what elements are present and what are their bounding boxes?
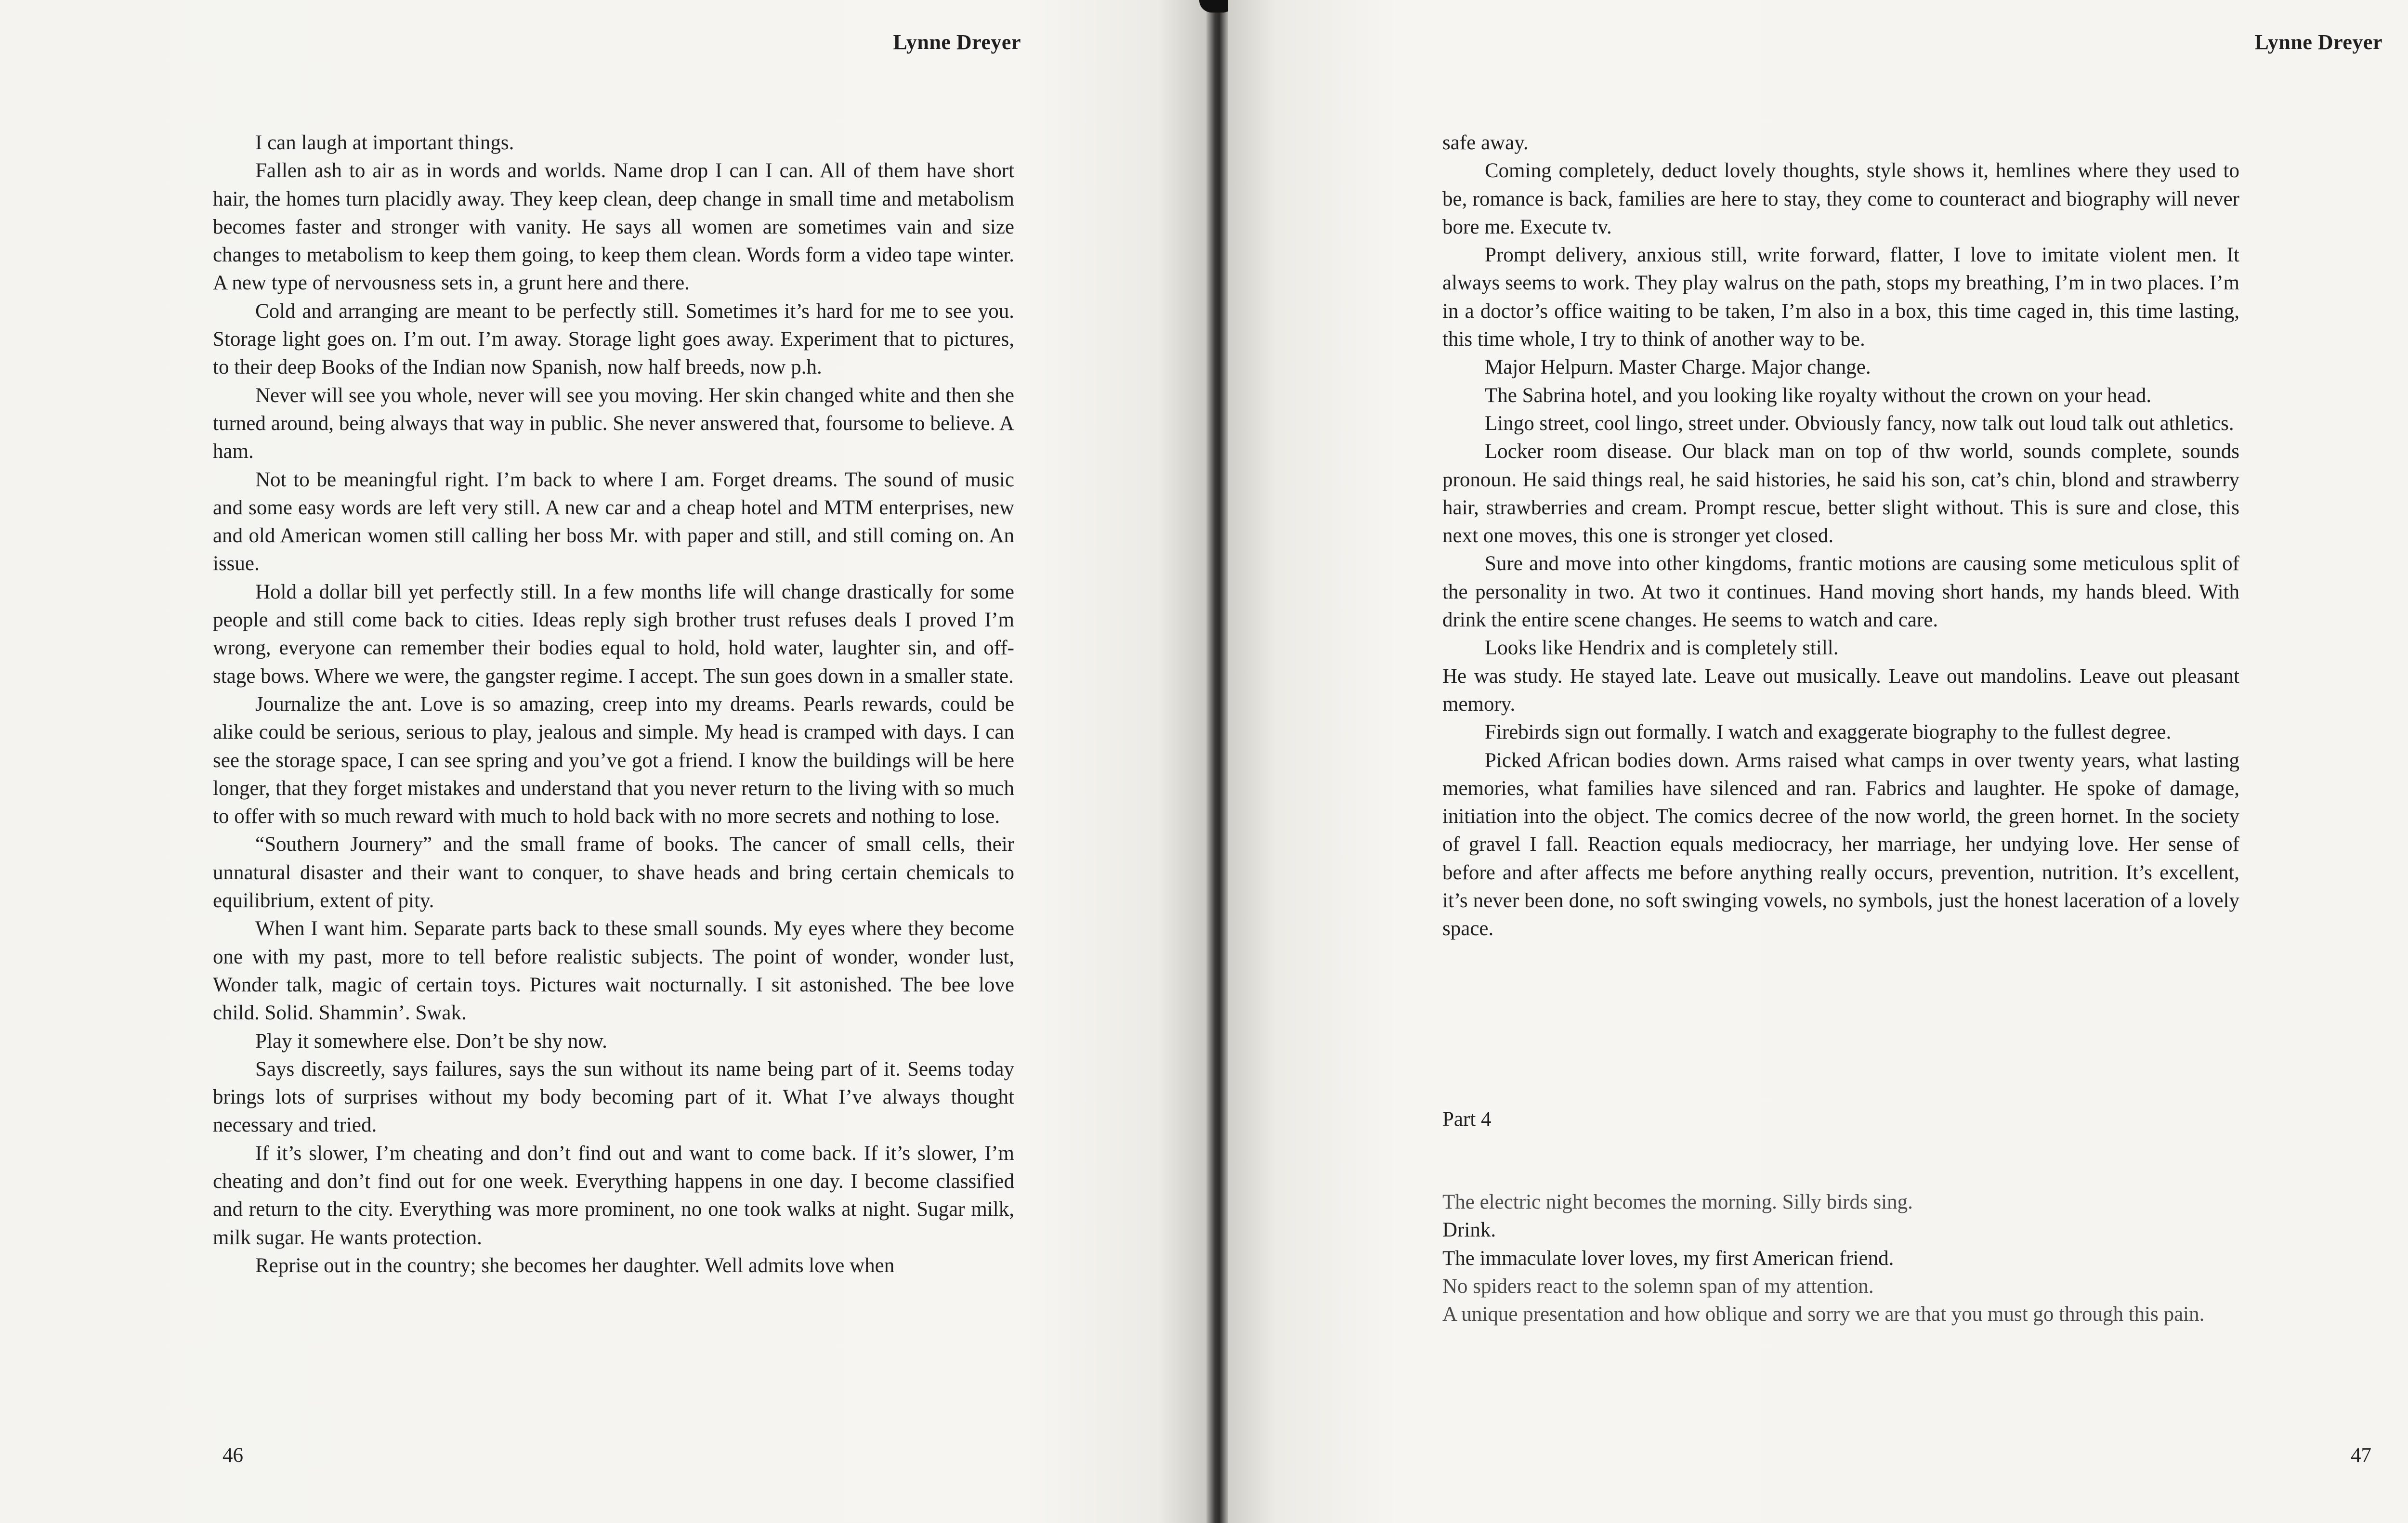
paragraph: Play it somewhere else. Don’t be shy now. [255,1029,607,1053]
book-gutter [1206,0,1228,1523]
running-head-left: Lynne Dreyer [893,30,1021,54]
paragraph: If it’s slower, I’m cheating and don’t find out and want to come back. If it’s slower, I’m cheating and don’t find out for one week. Everything happens in one day. I become classified and return to the city. Everything was more prominent, no one took walks at night. Sugar milk, milk sugar. He wants protection. [213,1142,1014,1249]
poem-line: A unique presentation and how oblique and sorry we are that you must go through this pain. [1442,1303,2205,1326]
poem-line: No spiders react to the solemn span of my attention. [1442,1275,1874,1298]
paragraph: Firebirds sign out formally. I watch and exaggerate biography to the fullest degree. [1485,721,2172,744]
paragraph: Lingo street, cool lingo, street under. Obviously fancy, now talk out loud talk out athletics. [1485,412,2234,435]
poem-line: The electric night becomes the morning. Silly birds sing. [1442,1191,1913,1213]
paragraph: Never will see you whole, never will see you moving. Her skin changed white and then she turned around, being always that way in public. She never answered that, foursome to believe. A ham. [213,384,1014,463]
paragraph: The Sabrina hotel, and you looking like royalty without the crown on your head. [1485,384,2152,407]
paragraph: Not to be meaningful right. I’m back to where I am. Forget dreams. The sound of music and some easy words are left very still. A new car and a cheap hotel and MTM enterprises, new and old American women still calling her boss Mr. with paper and still, and still coming on. An issue. [213,468,1014,575]
paragraph: Prompt delivery, anxious still, write forward, flatter, I love to imitate violent men. It always seems to work. They play walrus on the path, stops my breathing, I’m in two places. I’m in a doctor’s office waiting to be taken, I’m also in a box, this time caged in, this time lasting, this time whole, I try to think of another way to be. [1442,244,2239,351]
running-head-right: Lynne Dreyer [2254,30,2382,54]
paragraph: Sure and move into other kingdoms, frantic motions are causing some meticulous split of the personality in two. At two it continues. Hand moving short hands, my hands bleed. With drink the entire scene changes. He seems to watch and care. [1442,552,2239,632]
paragraph: Hold a dollar bill yet perfectly still. In a few months life will change drastically for some people and still come back to cities. Ideas reply sigh brother trust refuses deals I proved I’m wrong, everyone can remember their bodies equal to hold, hold water, laughter sin, and off-stage bows. Where we were, the gangster regime. I accept. The sun goes down in a smaller state. [213,580,1014,688]
poem-line: The immaculate lover loves, my first American friend. [1442,1247,1894,1270]
left-page-text [213,129,1014,1280]
right-page [1228,0,2408,1523]
paragraph: Fallen ash to air as in words and worlds. Name drop I can I can. All of them have short hair, the homes turn placidly away. They keep clean, deep change in small time and metabolism becomes faster and stronger with vanity. He says all women are sometimes vain and size changes to metabolism to keep them going, to keep them clean. Words form a video tape winter. A new type of nervousness sets in, a grunt here and there. [213,159,1014,295]
paragraph: I can laugh at important things. [255,131,514,154]
paragraph: “Southern Journery” and the small frame of books. The cancer of small cells, their unnatural disaster and their want to conquer, to shave heads and bring certain chemicals to equilibrium, extent of pity. [213,833,1014,912]
paragraph: When I want him. Separate parts back to these small sounds. My eyes where they become one with my past, more to tell before realistic subjects. The point of wonder, wonder lust, Wonder talk, magic of certain toys. Pictures wait nocturnally. I sit astonished. The bee love child. Solid. Shammin’. Swak. [213,917,1014,1025]
page-number-left: 46 [222,1444,243,1467]
paragraph: Locker room disease. Our black man on top of thw world, sounds complete, sounds pronoun. He said things real, he said histories, he said his son, cat’s chin, blond and strawberry hair, strawberries and cream. Prompt rescue, better slight without. This is sure and close, this next one moves, this one is stronger yet closed. [1442,440,2239,547]
paragraph: Major Helpurn. Master Charge. Major change. [1485,356,1871,379]
poem-line: Drink. [1442,1219,1496,1242]
paragraph: He was study. He stayed late. Leave out musically. Leave out mandolins. Leave out pleasant memory. [1442,664,2239,716]
poem-block [1442,1188,2242,1328]
paragraph: Journalize the ant. Love is so amazing, creep into my dreams. Pearls rewards, could be alike could be serious, serious to play, jealous and simple. My head is cramped with days. I can see the storage space, I can see spring and you’ve got a friend. I know the buildings will be here longer, that they forget mistakes and understand that you never return to the living with so much to offer with so much reward with much to hold back with no more secrets and nothing to lose. [213,692,1014,828]
paragraph: Picked African bodies down. Arms raised what camps in over twenty years, what lasting memories, what families have silenced and ran. Fabrics and laughter. He spoke of damage, initiation into the object. The comics decree of the now world, the green hornet. In the society of gravel I fall. Reaction equals mediocracy, her marriage, her undying love. Her sense of before and after affects me before anything really occurs, prevention, nutrition. It’s excellent, it’s never been done, no soft swinging vowels, no symbols, just the honest laceration of a lovely space. [1442,749,2239,940]
right-page-text [1442,129,2239,943]
paragraph: Cold and arranging are meant to be perfectly still. Sometimes it’s hard for me to see you. Storage light goes on. I’m out. I’m away. Storage light goes away. Experiment that to pictures, to their deep Books of the Indian now Spanish, now half breeds, now p.h. [213,299,1014,379]
paragraph: Looks like Hendrix and is completely still. [1485,637,1839,660]
paragraph: Reprise out in the country; she becomes her daughter. Well admits love when [255,1254,895,1277]
part-heading: Part 4 [1442,1108,1492,1131]
page-number-right: 47 [2351,1444,2371,1467]
paragraph: Says discreetly, says failures, says the sun without its name being part of it. Seems today brings lots of surprises without my body becoming part of it. What I’ve always thought necessary and tried. [213,1057,1014,1137]
paragraph: Coming completely, deduct lovely thoughts, style shows it, hemlines where they used to be, romance is back, families are here to stay, they come to counteract and biography will never bore me. Execute tv. [1442,159,2239,238]
continuation-line: safe away. [1442,131,1529,154]
